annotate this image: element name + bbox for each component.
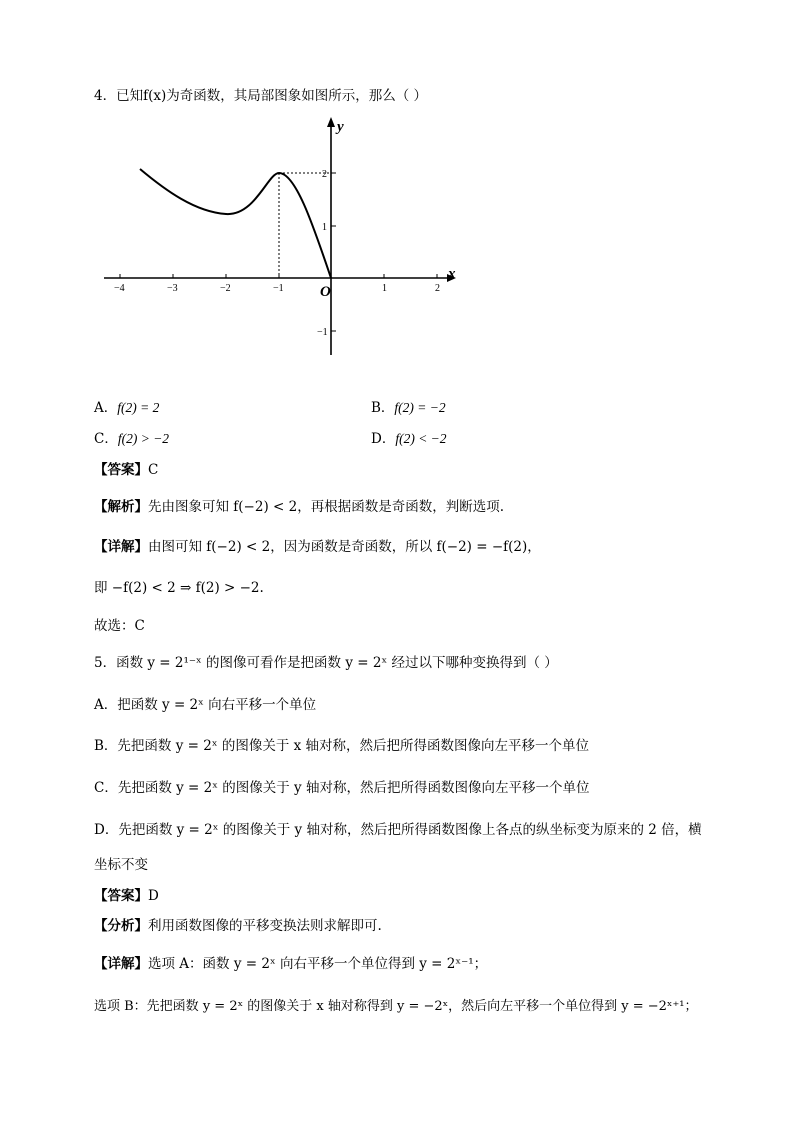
detail-tag: 【详解】 (94, 956, 148, 972)
q4-answer (94, 458, 158, 478)
function-curve (140, 169, 331, 278)
q4-detail-1 (94, 535, 541, 555)
q4-option-c (94, 427, 169, 447)
option-text: 先把函数 y = 2ˣ 的图像关于 x 轴对称，然后把所得函数图像向左平移一个单位 (117, 738, 590, 754)
x-tick-label: −3 (167, 283, 178, 294)
x-tick-label: −2 (220, 283, 231, 294)
answer-value: C (148, 462, 159, 478)
y-tick-label: 1 (322, 222, 327, 233)
option-letter: D． (94, 822, 119, 838)
q4-option-d (371, 427, 447, 447)
q5-option-b (94, 734, 589, 754)
q5-stem: 5．函数 y = 2¹⁻ˣ 的图像可看作是把函数 y = 2ˣ 经过以下哪种变换得到（ ） (94, 655, 558, 671)
option-text: 先把函数 y = 2ˣ 的图像关于 y 轴对称，然后把所得函数图像向左平移一个单位 (117, 780, 590, 796)
x-tick-label: −4 (114, 283, 125, 294)
x-tick-label: −1 (273, 283, 284, 294)
option-letter: C． (94, 780, 118, 796)
q4-analysis (94, 495, 504, 515)
detail-text: 选项 A：函数 y = 2ˣ 向右平移一个单位得到 y = 2ˣ⁻¹； (148, 956, 488, 972)
option-text: f(2) < −2 (395, 431, 447, 446)
option-letter: A． (94, 400, 118, 416)
option-letter: D． (371, 431, 396, 447)
detail-text: 由图可知 f(−2) < 2，因为函数是奇函数，所以 f(−2) = −f(2)， (148, 539, 541, 555)
y-tick-label: 2 (322, 169, 327, 180)
q5-option-a (94, 693, 316, 713)
origin-label: O (320, 284, 331, 300)
analysis-text: 利用函数图像的平移变换法则求解即可. (148, 918, 382, 934)
y-axis-label: y (337, 119, 344, 135)
q4-choose: 故选：C (94, 618, 145, 634)
detail-tag: 【详解】 (94, 539, 148, 555)
option-text: 先把函数 y = 2ˣ 的图像关于 y 轴对称，然后把所得函数图像上各点的纵坐标变为原来的 2 倍，横 (118, 822, 702, 838)
answer-value: D (148, 888, 159, 904)
analysis-tag: 【解析】 (94, 499, 148, 515)
y-axis-arrow (327, 117, 335, 127)
q5-option-d-cont: 坐标不变 (94, 857, 148, 873)
q4-option-a (94, 396, 159, 416)
q4-graph (0, 105, 794, 405)
answer-tag: 【答案】 (94, 888, 148, 904)
q5-detail-1 (94, 952, 487, 972)
option-letter: B． (94, 738, 118, 754)
q4-stem: 4．已知f(x)为奇函数，其局部图象如图所示，那么（ ） (94, 88, 428, 104)
x-tick-label: 1 (382, 283, 387, 294)
option-text: 把函数 y = 2ˣ 向右平移一个单位 (117, 697, 317, 713)
option-letter: A． (94, 697, 118, 713)
q5-analysis (94, 914, 382, 934)
q4-detail-2: 即 −f(2) < 2 ⇒ f(2) > −2. (94, 580, 264, 596)
analysis-text: 先由图象可知 f(−2) < 2，再根据函数是奇函数，判断选项. (148, 499, 504, 515)
option-text: f(2) = 2 (117, 400, 160, 415)
q5-answer (94, 884, 159, 904)
option-letter: B． (371, 400, 395, 416)
q5-option-d (94, 818, 702, 838)
q4-option-b (371, 396, 446, 416)
analysis-tag: 【分析】 (94, 918, 148, 934)
option-text: f(2) = −2 (394, 400, 446, 415)
option-letter: C． (94, 431, 118, 447)
y-tick-label: −1 (317, 327, 328, 338)
q5-option-c (94, 776, 589, 796)
q5-detail-2: 选项 B：先把函数 y = 2ˣ 的图像关于 x 轴对称得到 y = −2ˣ，然后向左平移一个单位得到 y = −2ˣ⁺¹； (94, 999, 698, 1014)
x-axis-label: x (448, 266, 456, 282)
option-text: f(2) > −2 (117, 431, 170, 446)
x-tick-label: 2 (435, 283, 440, 294)
answer-tag: 【答案】 (94, 462, 148, 478)
